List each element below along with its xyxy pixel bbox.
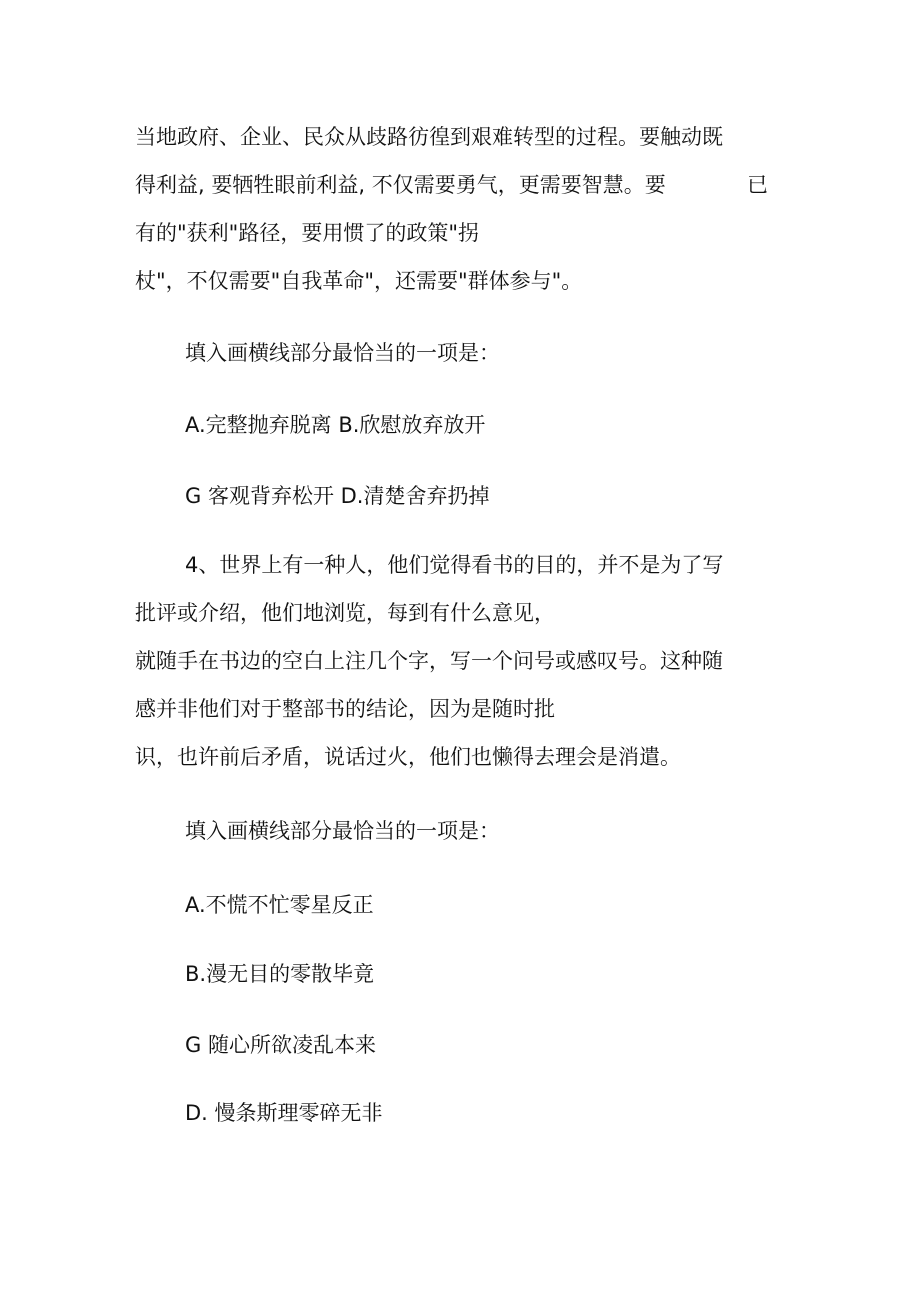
passage-4-line-4: 感并非他们对于整部书的结论，因为是随时批 [135, 697, 555, 721]
question-4-option-d: D. 慢条斯理零碎无非 [185, 1101, 383, 1125]
passage-4-line-2: 批评或介绍，他们地浏览，每到有什么意见， [135, 601, 555, 625]
passage-3-line-2-tail: 已 [747, 173, 768, 197]
passage-3-line-2: 得利益, 要牺牲眼前利益, 不仅需要勇气，更需要智慧。要 [135, 173, 666, 197]
question-3-prompt: 填入画横线部分最恰当的一项是： [185, 341, 500, 365]
passage-3-line-3: 有的"获利"路径，要用惯了的政策"拐 [135, 221, 479, 245]
passage-3-line-4: 杖"，不仅需要"自我革命"，还需要"群体参与"。 [135, 269, 583, 293]
passage-4-line-1: 4、世界上有一种人，他们觉得看书的目的，并不是为了写 [185, 553, 724, 577]
question-4-prompt: 填入画横线部分最恰当的一项是： [185, 819, 500, 843]
passage-4-line-5: 识，也许前后矛盾，说话过火，他们也懒得去理会是消遣。 [135, 745, 681, 769]
question-4-option-c: G 随心所欲凌乱本来 [185, 1033, 376, 1057]
question-3-options-ab: A.完整抛弃脱离 B.欣慰放弃放开 [185, 413, 486, 437]
passage-4-line-3: 就随手在书边的空白上注几个字，写一个问号或感叹号。这种随 [135, 649, 723, 673]
question-3-options-cd: G 客观背弃松开 D.清楚舍弃扔掉 [185, 484, 490, 508]
question-4-option-b: B.漫无目的零散毕竟 [185, 962, 375, 986]
question-4-option-a: A.不慌不忙零星反正 [185, 893, 374, 917]
passage-3-line-1: 当地政府、企业、民众从歧路彷徨到艰难转型的过程。要触动既 [135, 125, 723, 149]
